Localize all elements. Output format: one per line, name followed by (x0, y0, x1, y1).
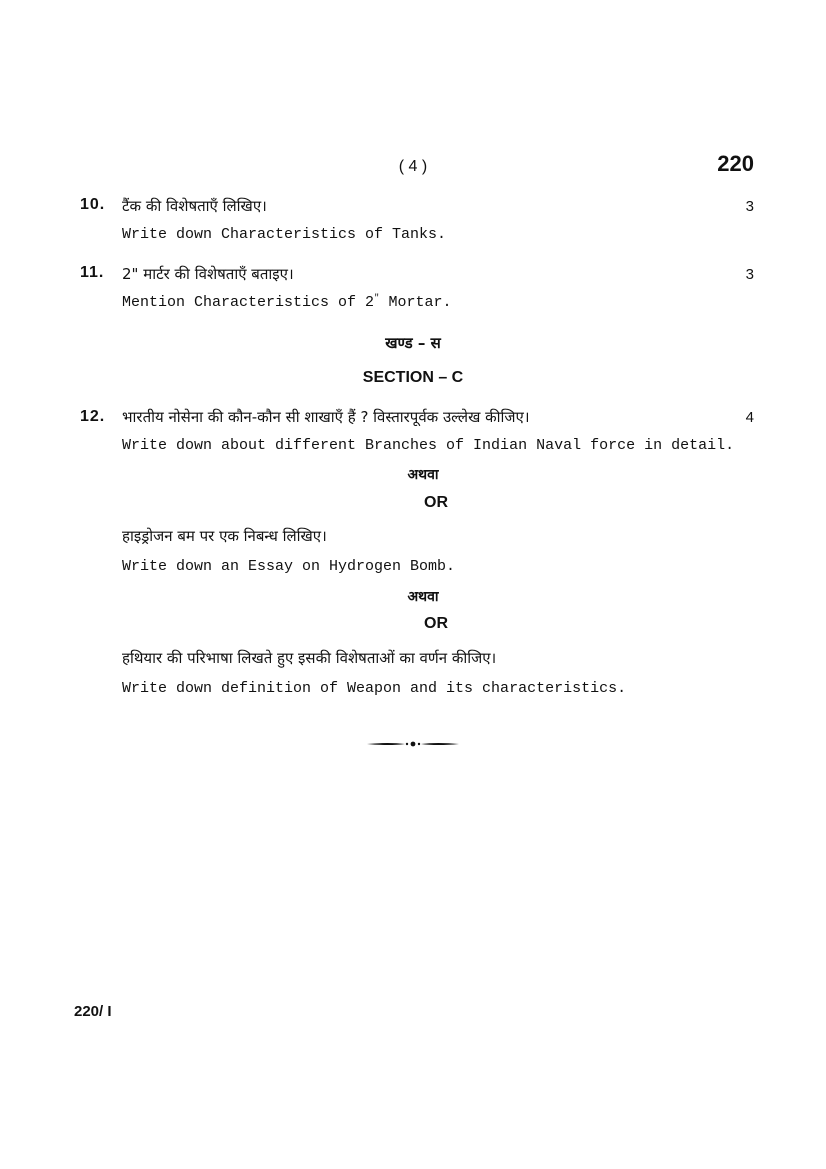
paper-code: 220 (717, 151, 754, 176)
question-english (122, 293, 451, 311)
footer-code: 220/ I (74, 1003, 112, 1020)
question-hindi-prefix: 2" (122, 265, 139, 283)
option-hindi: हथियार की परिभाषा लिखते हुए इसकी विशेषताओं का वर्णन कीजिए। (122, 649, 497, 667)
question-marks: 3 (745, 266, 754, 283)
question-number: 10. (80, 196, 106, 213)
question-marks: 4 (745, 409, 754, 426)
question-hindi-text: मार्टर की विशेषताएँ बताइए। (138, 265, 294, 283)
option-hindi: हाइड्रोजन बम पर एक निबन्ध लिखिए। (122, 527, 327, 545)
question-number: 11. (80, 264, 105, 281)
question-hindi: भारतीय नोसेना की कौन-कौन सी शाखाएँ हैं ? विस्तारपूर्वक उल्लेख कीजिए। (122, 408, 530, 426)
page-number: ( 4 ) (398, 158, 428, 175)
end-ornament-icon (365, 737, 461, 751)
section-title-hindi: खण्ड – स (385, 334, 441, 352)
question-english: Write down about different Branches of Indian Naval force in detail. (122, 437, 735, 454)
question-hindi: टैंक की विशेषताएँ लिखिए। (122, 197, 267, 215)
option-english: Write down definition of Weapon and its characteristics. (122, 680, 627, 697)
question-english-sup: " (374, 293, 380, 303)
question-marks: 3 (745, 198, 754, 215)
question-english: Write down Characteristics of Tanks. (122, 226, 447, 243)
question-english-suffix: Mortar. (379, 294, 452, 311)
question-number: 12. (80, 408, 106, 425)
section-title-english: SECTION – C (362, 369, 464, 386)
or-label-hindi: अथवा (407, 589, 439, 605)
question-hindi (122, 264, 294, 284)
or-label-english: OR (424, 615, 448, 632)
option-english: Write down an Essay on Hydrogen Bomb. (122, 558, 456, 575)
or-label-english: OR (424, 494, 448, 511)
question-english-prefix: Mention Characteristics of 2 (122, 294, 375, 311)
or-label-hindi: अथवा (407, 467, 439, 483)
